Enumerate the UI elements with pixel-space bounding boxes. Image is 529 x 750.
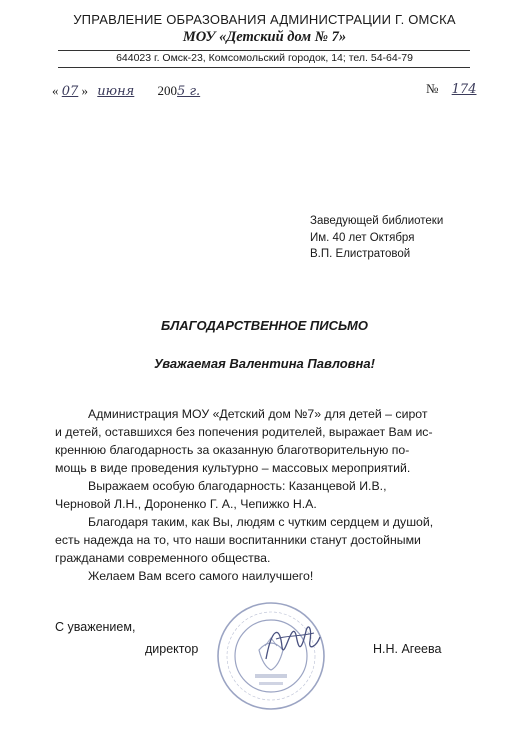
signer-name: Н.Н. Агеева bbox=[373, 642, 442, 656]
body-line: Благодаря таким, как Вы, людям с чутким сердцем и душой, bbox=[88, 515, 434, 529]
closing-text: С уважением, bbox=[55, 620, 136, 634]
body-line: Желаем Вам всего самого наилучшего! bbox=[88, 569, 314, 583]
letterhead-rule-top bbox=[58, 50, 470, 51]
body-line: есть надежда на то, что наши воспитанники станут достойными bbox=[55, 533, 421, 547]
letter-date bbox=[52, 83, 200, 99]
date-month: июня bbox=[97, 84, 135, 99]
signer-position: директор bbox=[145, 642, 199, 656]
letterhead-rule-bottom bbox=[58, 67, 470, 68]
number-value: 174 bbox=[451, 82, 477, 97]
letter-greeting: Уважаемая Валентина Павловна! bbox=[154, 356, 375, 371]
date-day: 07 bbox=[61, 84, 79, 99]
recipient-line: Им. 40 лет Октября bbox=[310, 231, 415, 244]
body-line: креннюю благодарность за оказанную благотворительную по- bbox=[55, 443, 410, 457]
body-line: гражданами современного общества. bbox=[55, 551, 271, 565]
body-line: Выражаем особую благодарность: Казанцевой И.В., bbox=[88, 479, 387, 493]
letterhead-organization: УПРАВЛЕНИЕ ОБРАЗОВАНИЯ АДМИНИСТРАЦИИ Г. ОМСКА bbox=[73, 12, 456, 27]
signature-icon bbox=[262, 617, 322, 667]
date-close-quote: » bbox=[81, 83, 89, 98]
letter-number bbox=[426, 81, 476, 97]
recipient-line: Заведующей библиотеки bbox=[310, 215, 444, 227]
number-label: № bbox=[426, 81, 439, 96]
body-line: мощь в виде проведения культурно – массовых мероприятий. bbox=[55, 461, 411, 475]
date-open-quote: « bbox=[52, 83, 59, 98]
body-line: и детей, оставшихся без попечения родителей, выражает Вам ис- bbox=[55, 425, 433, 439]
date-year-prefix: 200 bbox=[157, 83, 178, 98]
letter-title: БЛАГОДАРСТВЕННОЕ ПИСЬМО bbox=[160, 318, 368, 333]
date-year-suffix: 5 г. bbox=[177, 84, 201, 99]
letterhead-institution: МОУ «Детский дом № 7» bbox=[182, 29, 347, 45]
recipient-line: В.П. Елистратовой bbox=[310, 248, 411, 260]
recipient-block bbox=[310, 213, 443, 263]
letterhead-address: 644023 г. Омск-23, Комсомольский городок, 14; тел. 54-64-79 bbox=[116, 52, 413, 64]
body-line: Администрация МОУ «Детский дом №7» для детей – сирот bbox=[88, 407, 428, 421]
body-line: Черновой Л.Н., Дороненко Г. А., Чепижко Н.А. bbox=[55, 497, 317, 511]
